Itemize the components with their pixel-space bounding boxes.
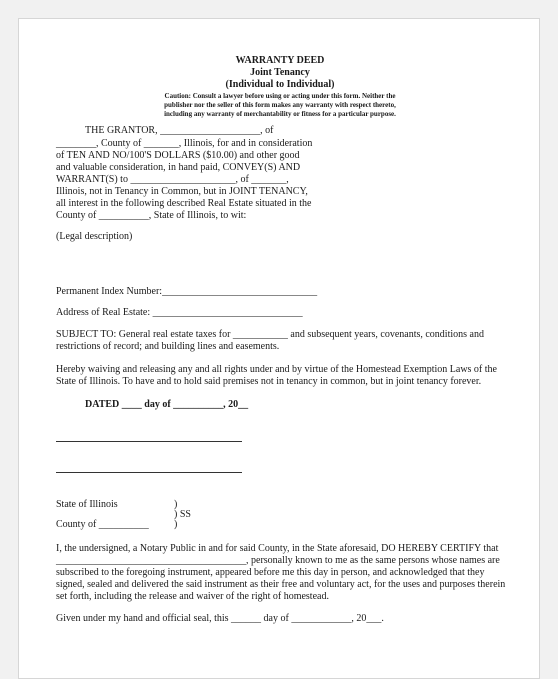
given-under-hand: Given under my hand and official seal, this ______ day of ____________, 20___. [56, 613, 384, 624]
grantor-line-6: Illinois, not in Tenancy in Common, but in JOINT TENANCY, [56, 186, 308, 197]
state-paren: ) [174, 499, 178, 510]
notary-line-3: subscribed to the foregoing instrument, appeared before me this day in person, and acknowledged that they [56, 567, 485, 578]
grantor-line-5: WARRANT(S) to _____________________, of _______, [56, 174, 289, 185]
notary-line-2: ______________________________________, personally known to me as the same persons whose names are [56, 555, 500, 566]
county-of: County of __________ [56, 519, 149, 530]
dated-line: DATED ____ day of __________, 20__ [85, 399, 249, 410]
waiver-line-1: Hereby waiving and releasing any and all rights under and by virtue of the Homestead Exemption Laws of the [56, 364, 497, 375]
document-subtitle-joint-tenancy: Joint Tenancy [250, 67, 310, 78]
state-of-illinois: State of Illinois [56, 499, 118, 510]
grantor-line-7: all interest in the following described Real Estate situated in the [56, 198, 312, 209]
notary-line-1: I, the undersigned, a Notary Public in and for said County, in the State aforesaid, DO HEREBY CERTIFY that [56, 543, 499, 554]
grantor-line-4: and valuable consideration, in hand paid, CONVEY(S) AND [56, 162, 301, 173]
deed-page [18, 18, 540, 679]
subject-to-line-1: SUBJECT TO: General real estate taxes for ___________ and subsequent years, covenants, conditions and [56, 329, 484, 340]
notary-line-5: set forth, including the release and waiver of the right of homestead. [56, 591, 329, 602]
address-of-real-estate: Address of Real Estate: ______________________________ [56, 307, 303, 318]
grantor-line-2: ________, County of _______, Illinois, for and in consideration [56, 138, 313, 149]
ss-marker: ) SS [174, 509, 191, 520]
caution-line-1: Caution: Consult a lawyer before using or acting under this form. Neither the [164, 92, 396, 100]
grantor-line-1: THE GRANTOR, ____________________, of [85, 125, 274, 136]
subject-to-line-2: restrictions of record; and building lines and easements. [56, 341, 280, 352]
grantor-line-8: County of __________, State of Illinois, to wit: [56, 210, 247, 221]
document-subtitle-individual: (Individual to Individual) [225, 79, 335, 90]
caution-line-3: including any warranty of merchantability or fitness for a particular purpose. [164, 110, 396, 118]
permanent-index-number: Permanent Index Number:_______________________________ [56, 286, 318, 297]
signature-line-2 [56, 472, 242, 473]
document-title: WARRANTY DEED [235, 55, 325, 66]
notary-line-4: signed, sealed and delivered the said instrument as their free and voluntary act, for the uses and purposes therein [56, 579, 506, 590]
grantor-line-3: of TEN AND NO/100'S DOLLARS ($10.00) and other good [56, 150, 300, 161]
signature-line-1 [56, 441, 242, 442]
legal-description: (Legal description) [56, 231, 133, 242]
county-paren: ) [174, 519, 178, 530]
caution-line-2: publisher nor the seller of this form makes any warranty with respect thereto, [164, 101, 396, 109]
waiver-line-2: State of Illinois. To have and to hold said premises not in tenancy in common, but in joint tenancy forever. [56, 376, 482, 387]
